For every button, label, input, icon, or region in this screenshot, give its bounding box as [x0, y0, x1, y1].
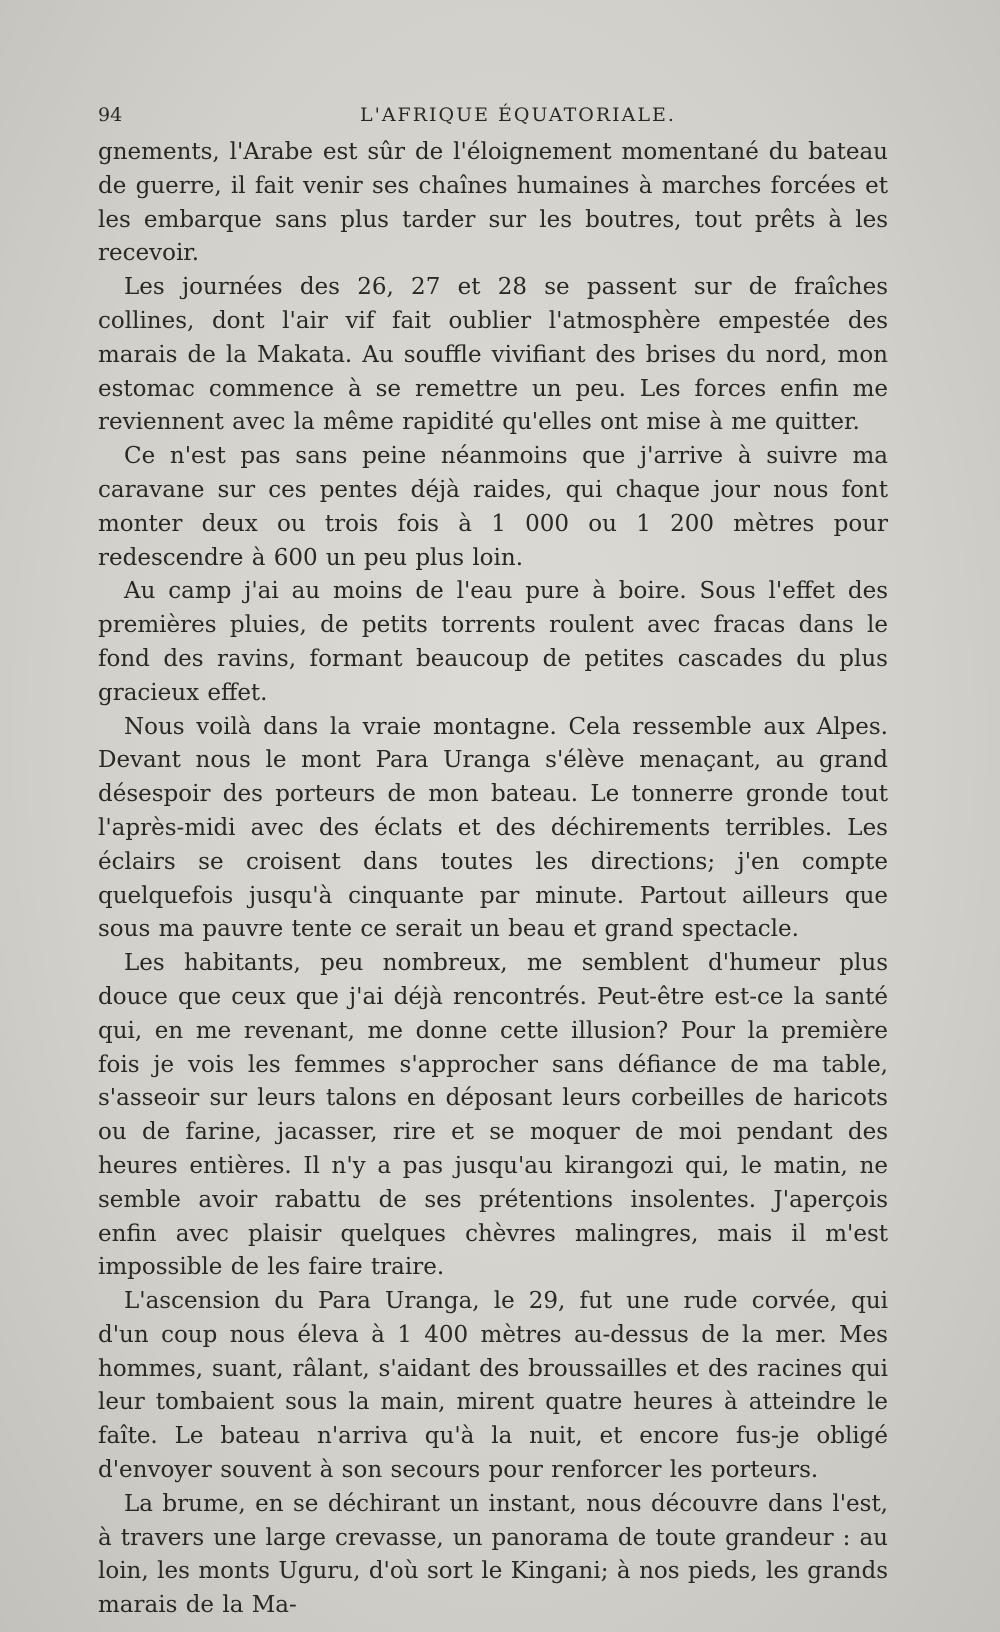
paragraph-6: Les habitants, peu nombreux, me semblent d'humeur plus douce que ceux que j'ai déjà rencontrés. Peut-être est-ce la santé qui, en me revenant, me donne cette illusion? Pour la première fois je vois les femmes s'approcher sans défiance de ma table, s'asseoir sur leurs talons en déposant leurs corbeilles de haricots ou de farine, jacasser, rire et se moquer de moi pendant des heures entières. Il n'y a pas jusqu'au kirangozi qui, le matin, ne semble avoir rabattu de ses prétentions insolentes. J'aperçois enfin avec plaisir quelques chèvres malingres, mais il m'est impossible de les faire traire.: [98, 950, 888, 1281]
paragraph-1: gnements, l'Arabe est sûr de l'éloignement momentané du bateau de guerre, il fait venir ses chaînes humaines à marches forcées et les embarque sans plus tarder sur les boutres, tout prêts à les recevoir.: [98, 139, 888, 267]
body-text: [98, 136, 888, 1623]
paragraph-5: Nous voilà dans la vraie montagne. Cela ressemble aux Alpes. Devant nous le mont Para Uranga s'élève menaçant, au grand désespoir des porteurs de mon bateau. Le tonnerre gronde tout l'après-midi avec des éclats et des déchirements terribles. Les éclairs se croisent dans toutes les directions; j'en compte quelquefois jusqu'à cinquante par minute. Partout ailleurs que sous ma pauvre tente ce serait un beau et grand spectacle.: [98, 713, 888, 943]
paragraph-2: Les journées des 26, 27 et 28 se passent sur de fraîches collines, dont l'air vif fait oublier l'atmosphère empestée des marais de la Makata. Au souffle vivifiant des brises du nord, mon estomac commence à se remettre un peu. Les forces enfin me reviennent avec la même rapidité qu'elles ont mise à me quitter.: [98, 274, 888, 436]
page-header: [98, 104, 858, 132]
paragraph-8: La brume, en se déchirant un instant, nous découvre dans l'est, à travers une large crevasse, un panorama de toute grandeur : au loin, les monts Uguru, d'où sort le Kingani; à nos pieds, les grands marais de la Ma-: [98, 1490, 888, 1619]
paragraph-4: Au camp j'ai au moins de l'eau pure à boire. Sous l'effet des premières pluies, de petits torrents roulent avec fracas dans le fond des ravins, formant beaucoup de petites cascades du plus gracieux effet.: [98, 578, 888, 706]
page-number: 94: [98, 104, 123, 126]
paragraph-7: L'ascension du Para Uranga, le 29, fut une rude corvée, qui d'un coup nous éleva à 1 400 mètres au-dessus de la mer. Mes hommes, suant, râlant, s'aidant des broussailles et des racines qui leur tombaient sous la main, mirent quatre heures à atteindre le faîte. Le bateau n'arriva qu'à la nuit, et encore fus-je obligé d'envoyer souvent à son secours pour renforcer les porteurs.: [98, 1288, 888, 1484]
running-title: L'AFRIQUE ÉQUATORIALE.: [360, 104, 676, 126]
paragraph-3: Ce n'est pas sans peine néanmoins que j'arrive à suivre ma caravane sur ces pentes déjà raides, qui chaque jour nous font monter deux ou trois fois à 1 000 ou 1 200 mètres pour redescendre à 600 un peu plus loin.: [98, 443, 888, 571]
